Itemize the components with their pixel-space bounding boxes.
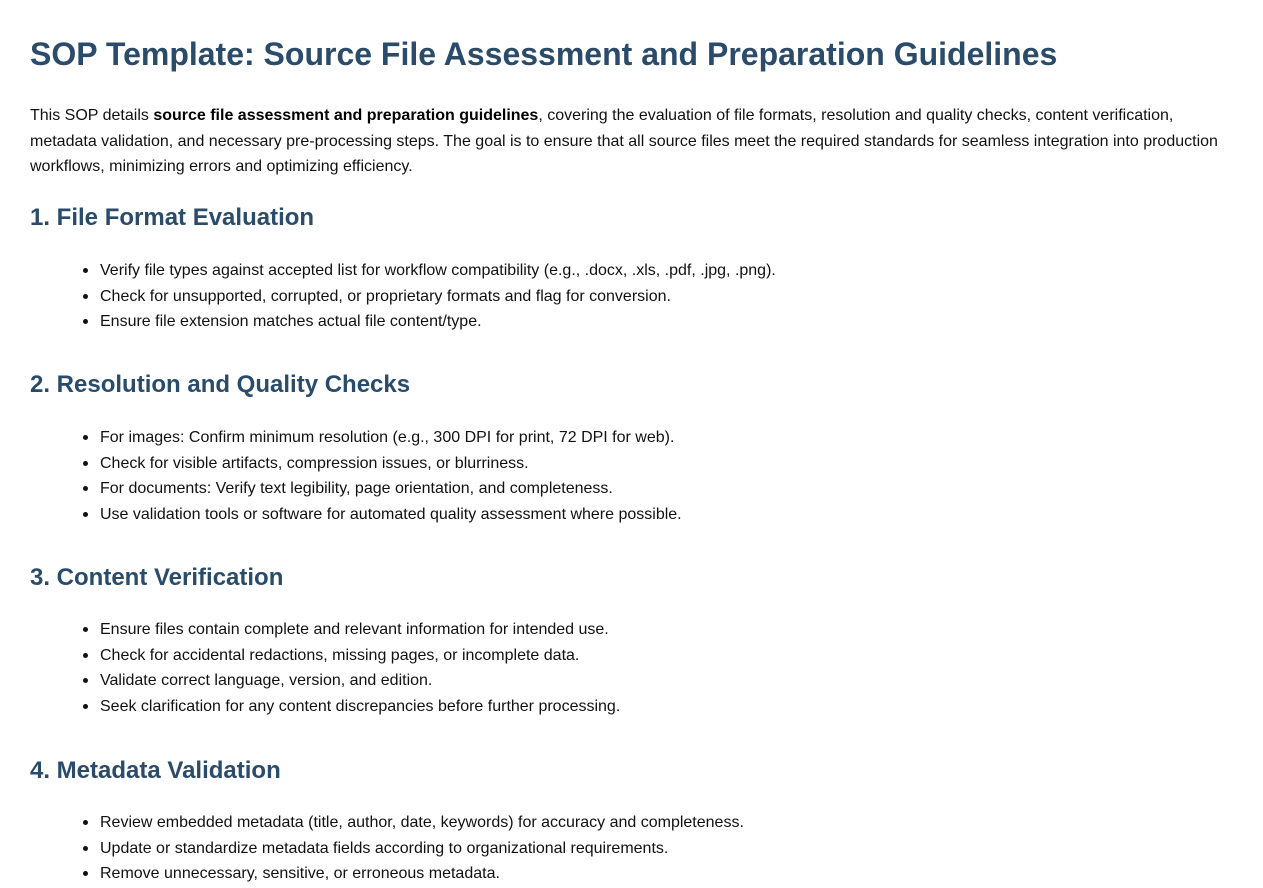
bullet-icon <box>83 294 88 299</box>
bullet-icon <box>83 461 88 466</box>
list-item <box>100 476 682 502</box>
section-list-content-verification <box>100 617 620 719</box>
bullet-icon <box>83 435 88 440</box>
section-list-metadata-validation <box>100 810 744 887</box>
section-list-resolution-quality <box>100 425 682 527</box>
bullet-icon <box>83 319 88 324</box>
list-item-text: Seek clarification for any content discrepancies before further processing. <box>100 697 621 715</box>
bullet-icon <box>83 653 88 658</box>
list-item <box>100 810 744 836</box>
bullet-icon <box>83 820 88 825</box>
list-item-text: Ensure file extension matches actual file content/type. <box>100 313 482 330</box>
list-item <box>100 284 776 310</box>
list-item <box>100 309 776 335</box>
list-item-text: For documents: Verify text legibility, page orientation, and completeness. <box>100 480 613 497</box>
intro-suffix: , covering the evaluation of file formats, resolution and quality checks, content verification, metadata validation, and necessary pre-processing steps. The goal is to ensure that all source files meet the required standards for seamless integration into production workflows, minimizing errors and optimizing efficiency. <box>30 107 1218 175</box>
list-item <box>100 861 744 887</box>
list-item <box>100 451 682 477</box>
intro-bold-phrase: source file assessment and preparation guidelines <box>153 107 539 124</box>
section-heading-file-format: 1. File Format Evaluation <box>30 204 315 231</box>
list-item-text: Remove unnecessary, sensitive, or erroneous metadata. <box>100 865 500 882</box>
list-item-text: Review embedded metadata (title, author, date, keywords) for accuracy and completeness. <box>100 814 744 831</box>
list-item-text: Ensure files contain complete and relevant information for intended use. <box>100 621 609 638</box>
list-item-text: Verify file types against accepted list for workflow compatibility (e.g., .docx, .xls, .pdf, .jpg, .png). <box>100 262 776 279</box>
bullet-icon <box>83 627 88 632</box>
bullet-icon <box>83 704 88 709</box>
list-item-text: Check for accidental redactions, missing pages, or incomplete data. <box>100 646 580 664</box>
section-heading-metadata-validation: 4. Metadata Validation <box>30 757 281 784</box>
section-list-file-format <box>100 258 776 335</box>
bullet-icon <box>83 512 88 517</box>
list-item-text: Update or standardize metadata fields according to organizational requirements. <box>100 839 669 857</box>
intro-prefix: This SOP details <box>30 107 154 124</box>
list-item <box>100 836 744 862</box>
list-item-text: Validate correct language, version, and edition. <box>100 672 433 689</box>
list-item <box>100 617 620 643</box>
list-item-text: Use validation tools or software for automated quality assessment where possible. <box>100 505 682 523</box>
list-item <box>100 668 620 694</box>
page-title: SOP Template: Source File Assessment and Preparation Guidelines <box>30 36 1058 72</box>
list-item <box>100 425 682 451</box>
section-heading-resolution-quality: 2. Resolution and Quality Checks <box>30 371 411 398</box>
list-item-text: Check for unsupported, corrupted, or proprietary formats and flag for conversion. <box>100 287 671 305</box>
bullet-icon <box>83 678 88 683</box>
list-item <box>100 502 682 528</box>
list-item <box>100 258 776 284</box>
intro-paragraph <box>30 103 1230 180</box>
section-heading-content-verification: 3. Content Verification <box>30 564 284 591</box>
bullet-icon <box>83 871 88 876</box>
list-item-text: Check for visible artifacts, compression issues, or blurriness. <box>100 454 529 472</box>
list-item <box>100 643 620 669</box>
list-item-text: For images: Confirm minimum resolution (e.g., 300 DPI for print, 72 DPI for web). <box>100 429 675 446</box>
bullet-icon <box>83 846 88 851</box>
bullet-icon <box>83 486 88 491</box>
list-item <box>100 694 620 720</box>
bullet-icon <box>83 268 88 273</box>
